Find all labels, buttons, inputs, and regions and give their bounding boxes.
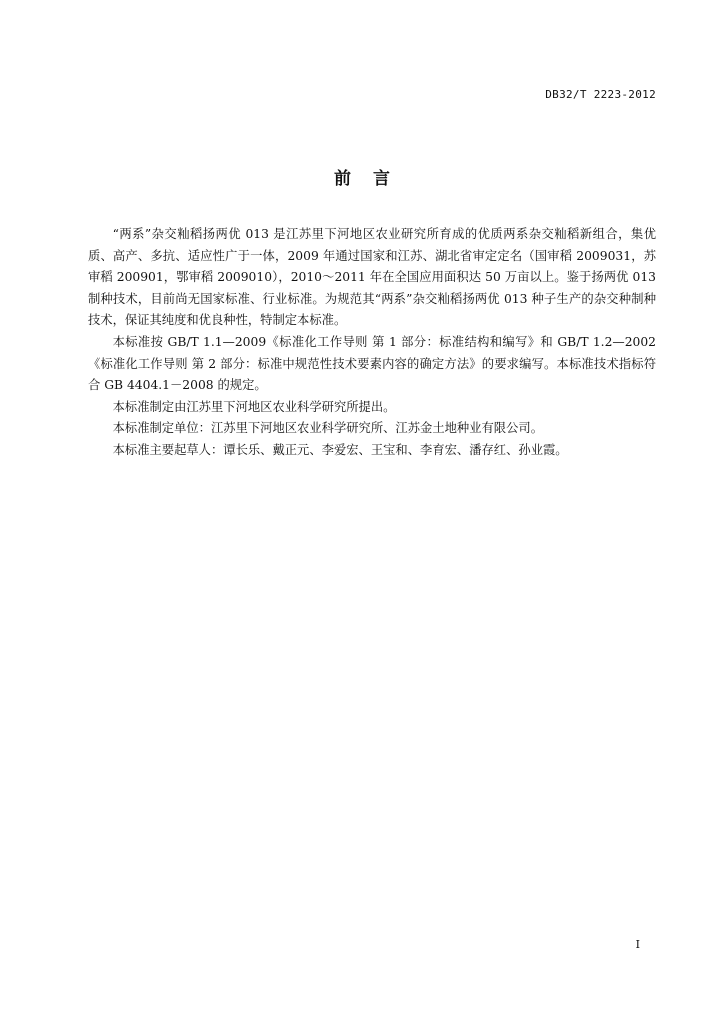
paragraph-drafting-units: 本标准制定单位：江苏里下河地区农业科学研究所、江苏金土地种业有限公司。 <box>112 421 543 436</box>
page-title: 前言 <box>334 169 412 189</box>
foreword-body <box>88 224 656 462</box>
paragraph-proposer: 本标准制定由江苏里下河地区农业科学研究所提出。 <box>112 399 396 414</box>
paragraph-intro: “两系”杂交籼稻扬两优 013 是江苏里下河地区农业研究所育成的优质两系杂交籼稻新组合，集优质、高产、多抗、适应性广于一体，2009 年通过国家和江苏、湖北省审定定名（国审稻 2009031，苏审稻 200901，鄂审稻 2009010），2010～2011 年在全国应用面积达 50 万亩以上。鉴于扬两优 013 制种技术，目前尚无国家标准、行业标准。为规范其“两系”杂交籼稻扬两优 013 种子生产的杂交种制种技术，保证其纯度和优良种性，特制定本标准。 <box>88 227 656 328</box>
document-code: DB32/T 2223-2012 <box>545 88 656 101</box>
page-number: I <box>635 938 640 951</box>
paragraph-drafting-rules: 本标准按 GB/T 1.1—2009《标准化工作导则 第 1 部分：标准结构和编写》和 GB/T 1.2—2002《标准化工作导则 第 2 部分：标准中规范性技术要素内容的确定方法》的要求编写。本标准技术指标符合 GB 4404.1－2008 的规定。 <box>88 334 656 393</box>
paragraph-drafters: 本标准主要起草人：谭长乐、戴正元、李爱宏、王宝和、李育宏、潘存红、孙业霞。 <box>112 442 568 457</box>
